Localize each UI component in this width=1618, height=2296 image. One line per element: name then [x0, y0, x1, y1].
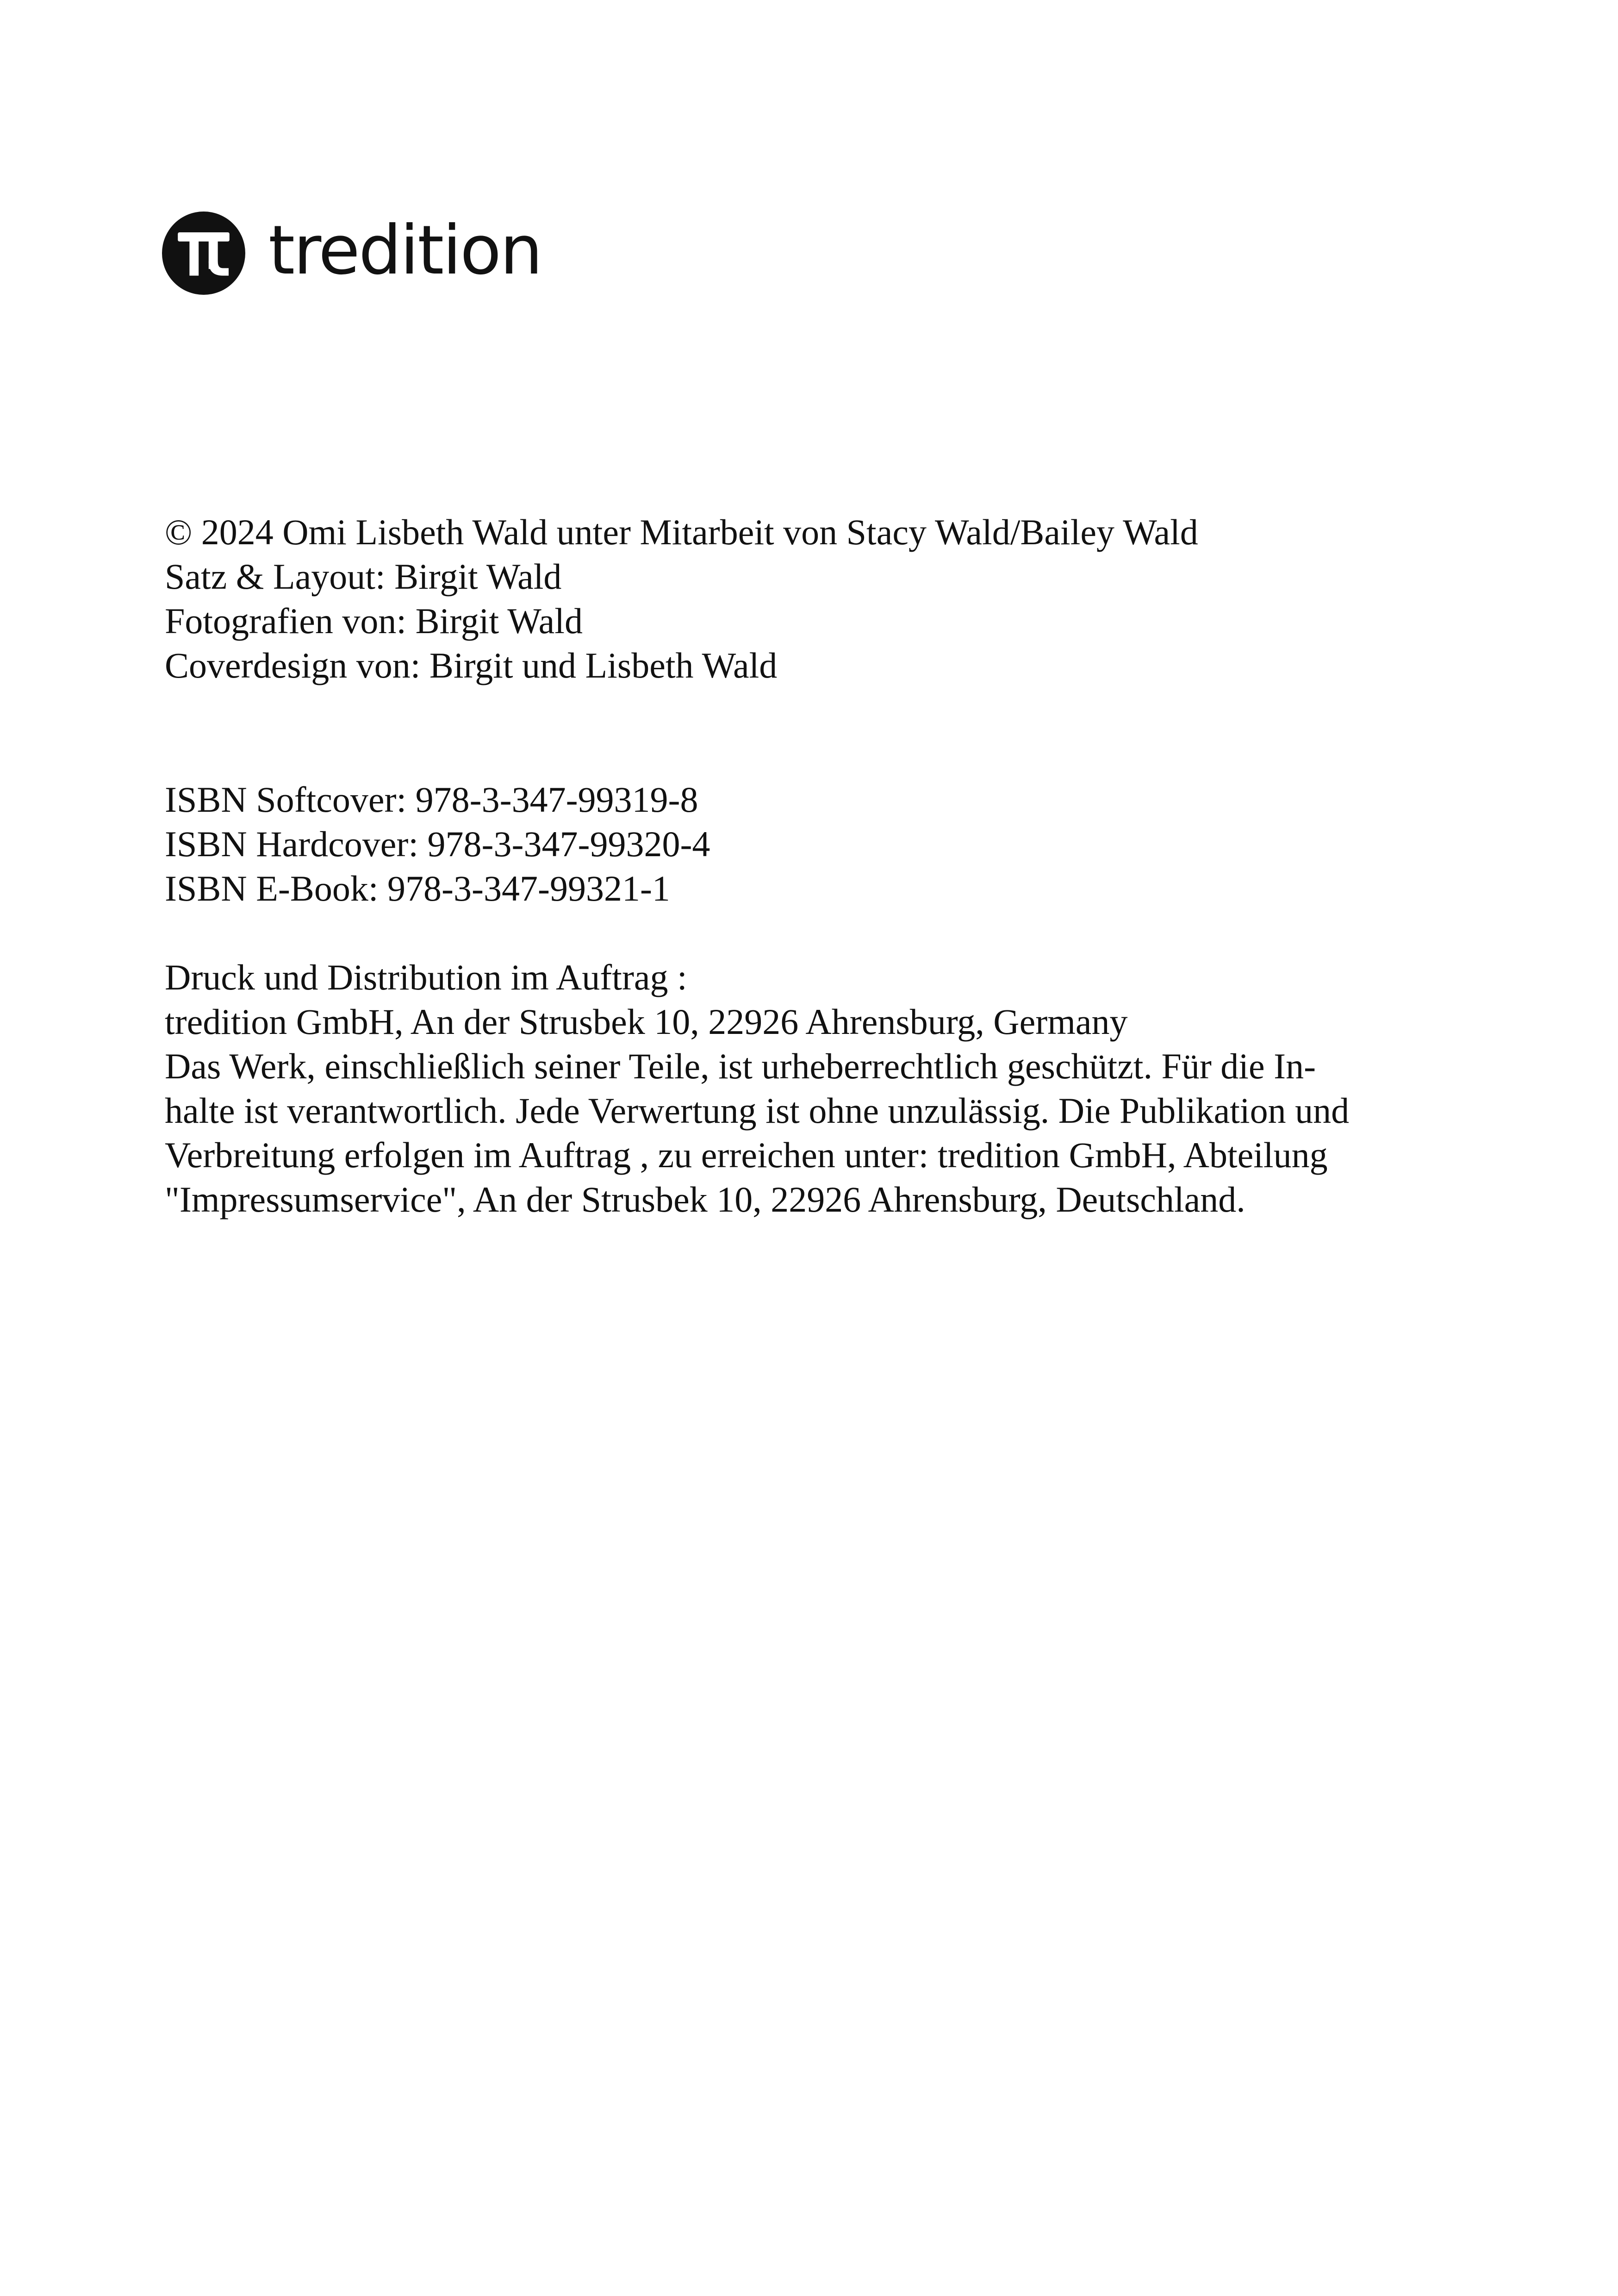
layout-credit-line: Satz & Layout: Birgit Wald	[165, 556, 562, 597]
tredition-logo-icon	[162, 212, 245, 295]
distribution-heading-line: Druck und Distribution im Auftrag :	[165, 957, 687, 997]
legal-notice-line: halte ist verantwortlich. Jede Verwertung ist ohne unzulässig. Die Publikation und	[165, 1090, 1350, 1131]
cover-credit-line: Coverdesign von: Birgit und Lisbeth Wald	[165, 645, 778, 685]
photo-credit-line: Fotografien von: Birgit Wald	[165, 601, 583, 641]
legal-notice-line: "Impressumservice", An der Strusbek 10, 22926 Ahrensburg, Deutschland.	[165, 1179, 1245, 1220]
publisher-logo	[162, 209, 541, 297]
isbn-ebook-line: ISBN E-Book: 978-3-347-99321-1	[165, 868, 670, 908]
isbn-softcover-line: ISBN Softcover: 978-3-347-99319-8	[165, 779, 698, 820]
publisher-address-line: tredition GmbH, An der Strusbek 10, 22926 Ahrensburg, Germany	[165, 1002, 1128, 1042]
isbn-block	[165, 778, 710, 911]
copyright-line: © 2024 Omi Lisbeth Wald unter Mitarbeit von Stacy Wald/Bailey Wald	[165, 512, 1198, 552]
legal-notice-line: Das Werk, einschließlich seiner Teile, ist urheberrechtlich geschützt. Für die In-	[165, 1046, 1316, 1086]
distribution-block	[165, 955, 1349, 1222]
credits-block	[165, 510, 1198, 688]
legal-notice-line: Verbreitung erfolgen im Auftrag , zu erreichen unter: tredition GmbH, Abteilung	[165, 1135, 1328, 1175]
isbn-hardcover-line: ISBN Hardcover: 978-3-347-99320-4	[165, 824, 710, 864]
publisher-logo-text: tredition	[268, 211, 541, 290]
